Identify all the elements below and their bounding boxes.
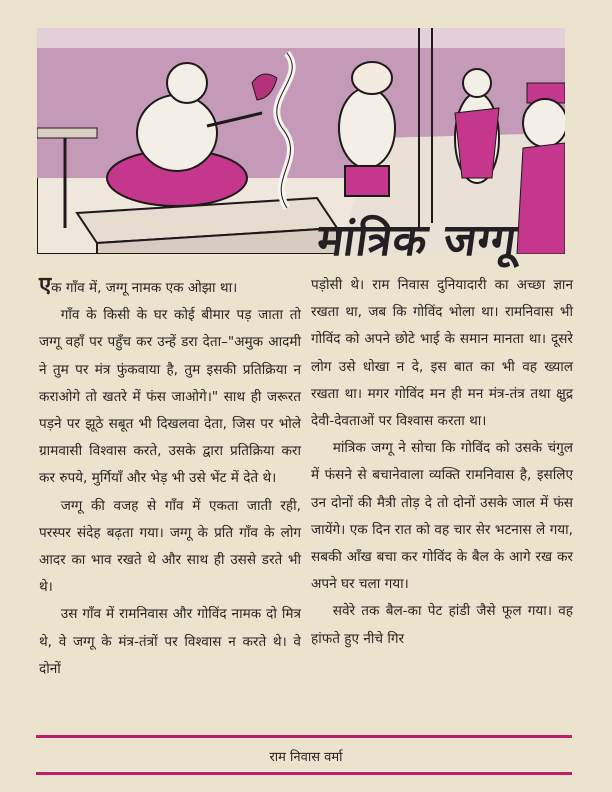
paragraph: सवेरे तक बैल-का पेट हांडी जैसे फूल गया। वह हांफते हुए नीचे गिर: [311, 603, 573, 647]
story-title: मांत्रिक जग्गू: [314, 215, 521, 266]
paragraph-text: क गाँव में, जग्गू नामक एक ओझा था।: [51, 280, 238, 296]
left-column: [39, 272, 301, 683]
magenta-rule: [36, 772, 572, 775]
magenta-rule: [36, 735, 572, 738]
paragraph: गाँव के किसी के घर कोई बीमार पड़ जाता तो जग्गू वहाँ पर पहुँच कर उन्हें डरा देता–"अमुक आदमी ने तुम पर मंत्र फुंकवाया है, तुम इसकी प्रतिक्रिया न कराओगे तो खतरे में फंस जाओगे।" साथ ही जरूरत पड़ने पर झूठे सबूत भी दिखलवा देता, जिस पर भोले ग्रामवासी विश्वास करते, उसके द्वारा प्रतिक्रिया करा कर रुपये, मुर्गियाँ और भेड़ भी उसे भेंट में देते थे।: [39, 307, 301, 487]
paragraph: [39, 272, 301, 302]
paragraph: जग्गू की वजह से गाँव में एकता जाती रही, परस्पर संदेह बढ़ता गया। जग्गू के प्रति गाँव के लोग आदर का भाव रखते थे और साथ ही उससे डरते भी थे।: [39, 497, 301, 596]
author-credit: राम निवास वर्मा: [269, 750, 343, 765]
dropcap: ए: [39, 273, 52, 298]
paragraph: उस गाँव में रामनिवास और गोविंद नामक दो मित्र थे, वे जग्गू के मंत्र-तंत्रों पर विश्वास न करते थे। वे दोनों: [39, 606, 301, 677]
right-column: [311, 272, 573, 653]
paragraph: मांत्रिक जग्गू ने सोचा कि गोविंद को उसके चंगुल में फंसने से बचानेवाला व्यक्ति रामनिवास है, इसलिए उन दोनों की मैत्री तोड़ दे तो दोनों उसके जाल में फंस जायेंगे। एक दिन रात को वह चार सेर भटनास ले गया, सबकी आँख बचा कर गोविंद के बैल के आगे रख कर अपने घर चला गया।: [311, 440, 573, 593]
paragraph: पड़ोसी थे। राम निवास दुनियादारी का अच्छा ज्ञान रखता था, जब कि गोविंद भोला था। रामनिवास भी गोविंद को अपने छोटे भाई के समान मानता था। दूसरे लोग उसे धोखा न दे, इस बात का भी वह ख्याल रखता था। मगर गोविंद मन ही मन मंत्र-तंत्र तथा क्षुद्र देवी-देवताओं पर विश्वास करता था।: [311, 277, 573, 430]
